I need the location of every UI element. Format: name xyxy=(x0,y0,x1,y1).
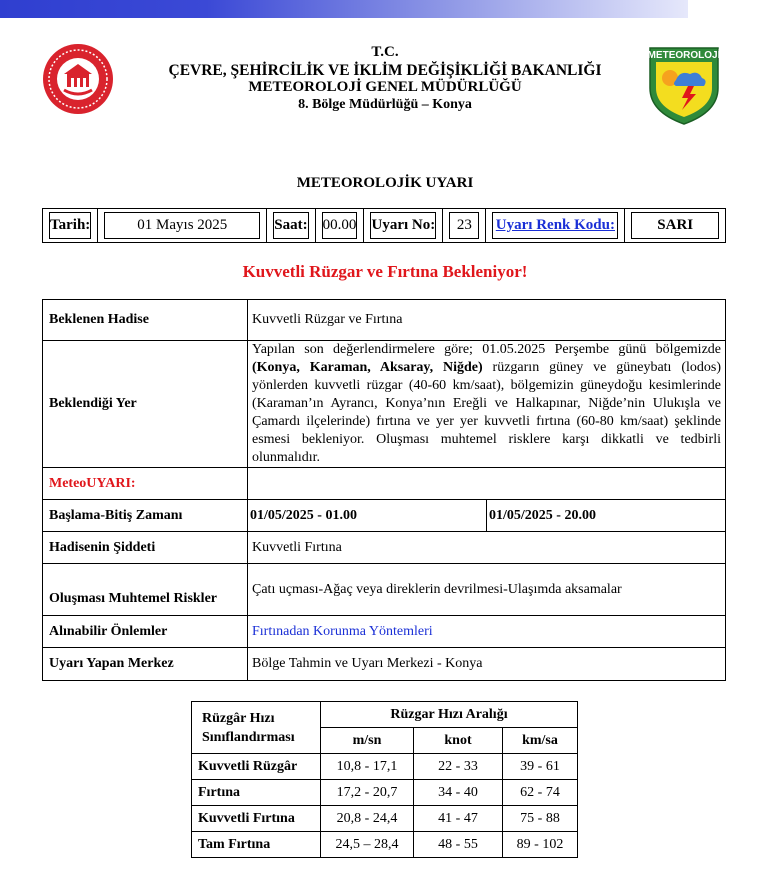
row-kmh: 62 - 74 xyxy=(503,780,578,806)
table-row xyxy=(43,300,726,341)
measures-link[interactable]: Fırtınadan Korunma Yöntemleri xyxy=(252,623,433,639)
row-kmh: 89 - 102 xyxy=(503,832,578,858)
severity-value: Kuvvetli Fırtına xyxy=(248,532,726,564)
row-ms: 10,8 - 17,1 xyxy=(321,754,414,780)
table-row xyxy=(192,832,578,858)
header-banner xyxy=(0,0,688,18)
table-row xyxy=(192,780,578,806)
time-value: 00.00 xyxy=(322,212,358,239)
row-knot: 22 - 33 xyxy=(414,754,503,780)
logo-text: METEOROLOJİ xyxy=(647,50,721,61)
warning-no-label-cell xyxy=(364,209,443,243)
row-knot: 41 - 47 xyxy=(414,806,503,832)
header-ministry: ÇEVRE, ŞEHİRCİLİK VE İKLİM DEĞİŞİKLİĞİ BAKANLIĞI xyxy=(168,62,602,79)
row-kmh: 39 - 61 xyxy=(503,754,578,780)
meteouyari-value xyxy=(248,468,726,500)
details-table xyxy=(42,299,726,681)
risks-value: Çatı uçması-Ağaç veya direklerin devrilmesi-Ulaşımda aksamalar xyxy=(248,564,726,616)
measures-label: Alınabilir Önlemler xyxy=(43,616,248,648)
row-name: Kuvvetli Fırtına xyxy=(192,806,321,832)
table-row xyxy=(192,806,578,832)
warning-no-value: 23 xyxy=(449,212,479,239)
time-value-cell xyxy=(315,209,364,243)
row-name: Fırtına xyxy=(192,780,321,806)
start-end-label: Başlama-Bitiş Zamanı xyxy=(43,500,248,532)
expected-place-label: Beklendiği Yer xyxy=(43,341,248,468)
col-header-kmh: km/sa xyxy=(503,728,578,754)
table-row xyxy=(43,616,726,648)
place-text-bold: (Konya, Karaman, Aksaray, Niğde) xyxy=(252,360,483,375)
time-label: Saat: xyxy=(273,212,308,239)
row-name: Tam Fırtına xyxy=(192,832,321,858)
row-name: Kuvvetli Rüzgâr xyxy=(192,754,321,780)
center-label: Uyarı Yapan Merkez xyxy=(43,648,248,681)
table-row xyxy=(43,341,726,468)
row-ms: 24,5 – 28,4 xyxy=(321,832,414,858)
document-title: METEOROLOJİK UYARI xyxy=(296,175,474,191)
table-row xyxy=(43,648,726,681)
row-kmh: 75 - 88 xyxy=(503,806,578,832)
expected-event-value: Kuvvetli Rüzgar ve Fırtına xyxy=(248,300,726,341)
color-code-value: SARI xyxy=(631,212,719,239)
warning-no-value-cell xyxy=(443,209,486,243)
color-code-label-cell xyxy=(486,209,625,243)
row-knot: 48 - 55 xyxy=(414,832,503,858)
color-code-link[interactable]: Uyarı Renk Kodu: xyxy=(495,217,615,233)
risks-label: Oluşması Muhtemel Riskler xyxy=(43,564,248,616)
table-row xyxy=(192,754,578,780)
col-header-knot: knot xyxy=(414,728,503,754)
meteoroloji-logo xyxy=(646,44,722,126)
row-ms: 17,2 - 20,7 xyxy=(321,780,414,806)
color-code-value-cell xyxy=(625,209,726,243)
place-text-post: rüzgarın güney ve güneybatı (lodos) yönlerden kuvvetli rüzgar (40-60 km/saat), bölgemizin güneydoğu kesimlerinde (Karaman’ın Ayrancı, Konya’nın Ereğli ve Halkapınar, Niğde’nin Ulukışla ve Çamardı ilçelerinde) fırtına ve yer yer kuvvetli fırtına (60-80 km/saat) şeklinde esmesi bekleniyor. Oluşması muhtemel risklere karşı dikkatli ve tedbirli olunmalıdır. xyxy=(252,360,721,465)
measures-cell xyxy=(248,616,726,648)
warning-no-label: Uyarı No: xyxy=(370,212,436,239)
center-value: Bölge Tahmin ve Uyarı Merkezi - Konya xyxy=(248,648,726,681)
row-ms: 20,8 - 24,4 xyxy=(321,806,414,832)
header-directorate: METEOROLOJİ GENEL MÜDÜRLÜĞÜ xyxy=(248,79,522,95)
table-row xyxy=(43,500,726,532)
meteouyari-label: MeteoUYARI: xyxy=(43,468,248,500)
date-label-cell xyxy=(43,209,98,243)
table-row xyxy=(43,532,726,564)
severity-label: Hadisenin Şiddeti xyxy=(43,532,248,564)
end-time: 01/05/2025 - 20.00 xyxy=(487,500,726,532)
expected-event-label: Beklenen Hadise xyxy=(43,300,248,341)
date-label: Tarih: xyxy=(49,212,91,239)
table-row xyxy=(43,468,726,500)
date-value-cell xyxy=(98,209,267,243)
start-time: 01/05/2025 - 01.00 xyxy=(248,500,487,532)
wind-table-group-header: Rüzgar Hızı Aralığı xyxy=(321,702,578,728)
headline: Kuvvetli Rüzgar ve Fırtına Bekleniyor! xyxy=(242,262,528,281)
row-knot: 34 - 40 xyxy=(414,780,503,806)
time-label-cell xyxy=(267,209,315,243)
wind-table-corner: Rüzgâr Hızı Sınıflandırması xyxy=(192,702,321,754)
expected-place-value xyxy=(248,341,726,468)
place-text-pre: Yapılan son değerlendirmelere göre; 01.05.2025 Perşembe günü bölgemizde xyxy=(252,342,721,357)
col-header-ms: m/sn xyxy=(321,728,414,754)
table-row xyxy=(43,564,726,616)
header-region: 8. Bölge Müdürlüğü – Konya xyxy=(298,97,472,112)
info-table xyxy=(42,208,726,243)
header-tc: T.C. xyxy=(371,44,399,60)
date-value: 01 Mayıs 2025 xyxy=(104,212,260,239)
wind-speed-table xyxy=(191,701,578,858)
